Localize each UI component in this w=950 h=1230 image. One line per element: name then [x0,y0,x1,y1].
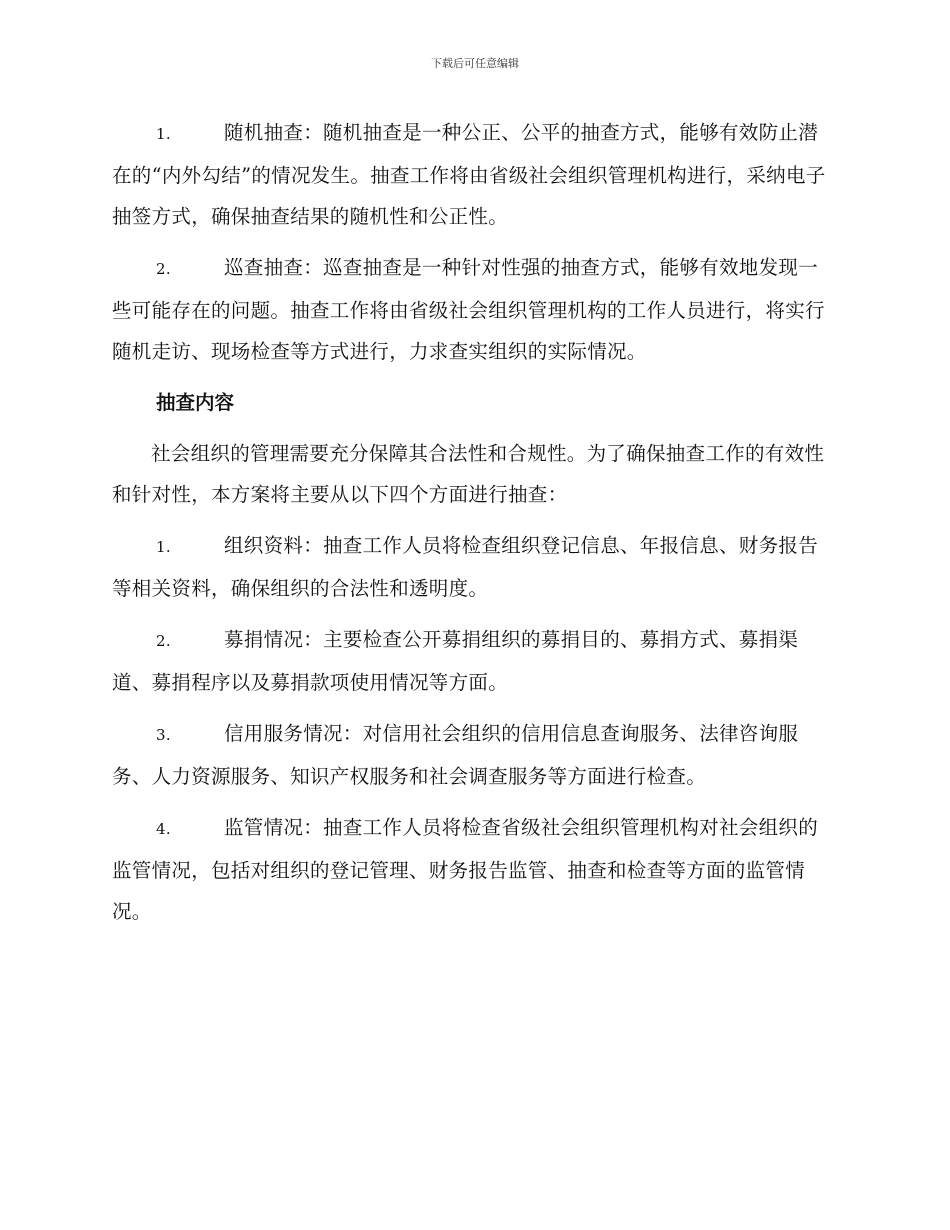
list-text: 募捐情况：主要检查公开募捐组织的募捐目的、募捐方式、募捐渠道、募捐程序以及募捐款项使用情况等方面。 [112,628,799,694]
list-number: 3. [156,726,171,744]
section-heading: 抽查内容 [156,391,235,414]
list-text: 组织资料：抽查工作人员将检查组织登记信息、年报信息、财务报告等相关资料，确保组织的合法性和透明度。 [112,534,819,600]
list-item-supervision [112,807,834,932]
list-number: 2. [156,260,171,278]
list-item-fundraising [112,619,834,703]
list-text: 巡查抽查：巡查抽查是一种针对性强的抽查方式，能够有效地发现一些可能存在的问题。抽查工作将由省级社会组织管理机构的工作人员进行，将实行随机走访、现场检查等方式进行，力求查实组织的实际情况。 [112,256,825,363]
list-number: 4. [156,820,171,838]
list-number: 1. [156,538,171,556]
list-item-random-check [112,112,834,237]
section-intro: 社会组织的管理需要充分保障其合法性和合规性。为了确保抽查工作的有效性和针对性，本方案将主要从以下四个方面进行抽查： [112,442,825,506]
list-item-patrol-check [112,247,834,372]
list-text: 信用服务情况：对信用社会组织的信用信息查询服务、法律咨询服务、人力资源服务、知识产权服务和社会调查服务等方面进行检查。 [112,722,799,788]
list-item-org-materials [112,525,834,609]
list-text: 随机抽查：随机抽查是一种公正、公平的抽查方式，能够有效防止潜在的“内外勾结”的情况发生。抽查工作将由省级社会组织管理机构进行，采纳电子抽签方式，确保抽查结果的随机性和公正性。 [112,121,826,228]
list-number: 1. [156,125,171,143]
page-header: 下载后可任意编辑 [431,57,519,70]
document-body [112,112,834,942]
list-text: 监管情况：抽查工作人员将检查省级社会组织管理机构对社会组织的监管情况，包括对组织的登记管理、财务报告监管、抽查和检查等方面的监管情况。 [112,816,819,923]
list-item-credit-services [112,713,834,797]
list-number: 2. [156,632,171,650]
